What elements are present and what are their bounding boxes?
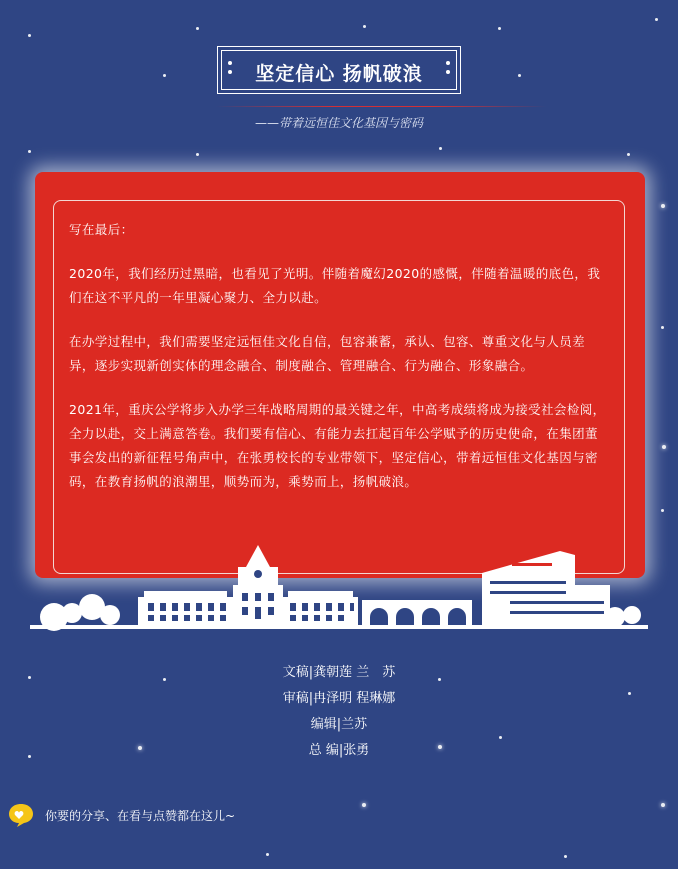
campus-skyline-illustration bbox=[30, 545, 648, 635]
page-title: 坚定信心 扬帆破浪 bbox=[255, 63, 423, 85]
article-paragraph: 2020年，我们经历过黑暗，也看见了光明。伴随着魔幻2020的感慨，伴随着温暖的底色，我们在这不平凡的一年里凝心聚力、全力以赴。 bbox=[69, 266, 601, 305]
share-prompt-text: 你要的分享、在看与点赞都在这儿~ bbox=[45, 809, 236, 823]
article-card bbox=[35, 172, 645, 578]
article-paragraph: 2021年，重庆公学将步入办学三年战略周期的最关键之年，中高考成绩将成为接受社会检阅，全力以赴，交上满意答卷。我们要有信心、有能力去扛起百年公学赋予的历史使命，在集团董事会发出的新征程号角声中，在张勇校长的专业带领下，坚定信心，带着远恒佳文化基因与密码，在教育扬帆的浪潮里，顺势而为，乘势而上，扬帆破浪。 bbox=[69, 402, 606, 489]
credit-chief-editor: 总 编|张勇 bbox=[308, 743, 370, 758]
credits-block bbox=[0, 660, 678, 764]
title-frame bbox=[217, 46, 461, 94]
share-prompt[interactable] bbox=[7, 800, 307, 832]
article-body bbox=[69, 218, 609, 514]
credit-reviewer: 审稿|冉泽明 程琳娜 bbox=[282, 691, 396, 706]
credit-writer: 文稿|龚朝莲 兰 苏 bbox=[282, 665, 396, 680]
title-divider bbox=[216, 106, 546, 107]
heart-bubble-icon bbox=[7, 802, 35, 828]
article-paragraph: 在办学过程中，我们需要坚定远恒佳文化自信，包容兼蓄，承认、包容、尊重文化与人员差异，逐步实现新创实体的理念融合、制度融合、管理融合、行为融合、形象融合。 bbox=[69, 334, 586, 373]
article-heading: 写在最后： bbox=[69, 222, 134, 237]
page-subtitle: ——带着远恒佳文化基因与密码 bbox=[254, 116, 423, 130]
credit-editor: 编辑|兰苏 bbox=[310, 717, 368, 732]
title-dots-right bbox=[446, 61, 450, 79]
